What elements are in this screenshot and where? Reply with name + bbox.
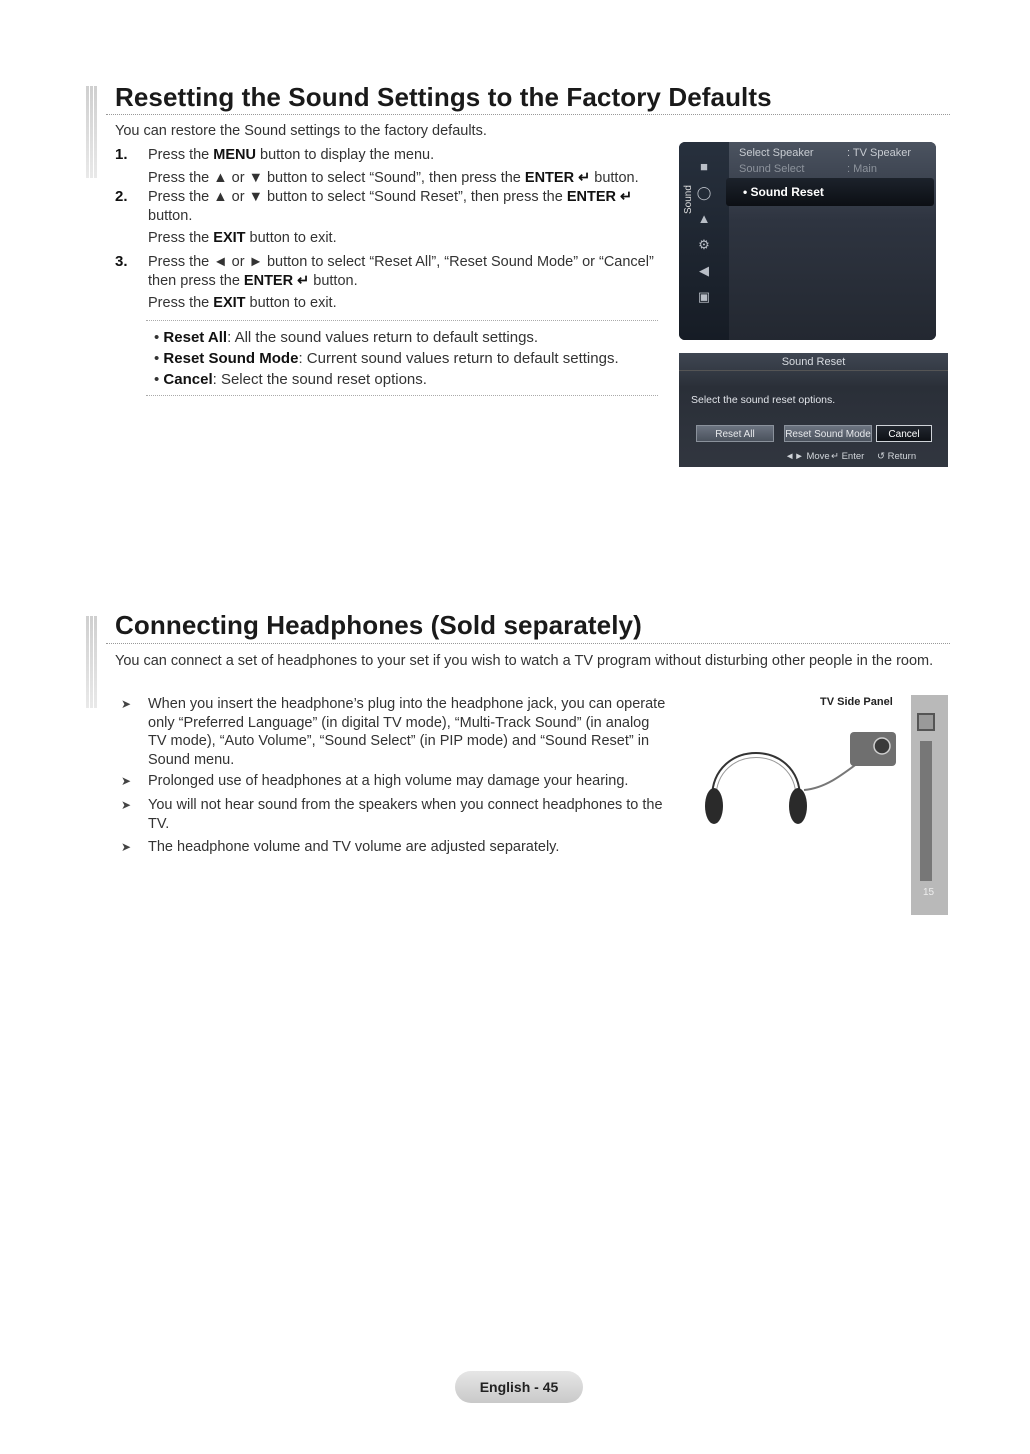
cancel-button[interactable]: Cancel — [876, 425, 932, 442]
sound-reset-intro: You can restore the Sound settings to the factory defaults. — [115, 123, 487, 139]
headphones-intro: You can connect a set of headphones to your set if you wish to watch a TV program without disturbing other people in the room. — [115, 653, 934, 669]
note-cancel: • Cancel: Select the sound reset options. — [154, 371, 427, 388]
step-number: 3. — [115, 253, 128, 270]
osd-row-select-speaker: Select Speaker : TV Speaker — [739, 147, 911, 159]
note-arrow-icon: ➤ — [121, 798, 132, 812]
step-1 — [115, 146, 675, 191]
step-3 — [115, 253, 660, 317]
osd-selected-sound-reset[interactable]: • Sound Reset — [743, 185, 824, 199]
headphone-note: ➤ Prolonged use of headphones at a high volume may damage your hearing. — [121, 773, 629, 789]
side-panel-slot — [920, 741, 932, 881]
section-title-sound-reset: Resetting the Sound Settings to the Factory Defaults — [115, 82, 772, 112]
side-panel-number: 15 — [923, 887, 935, 898]
move-hint: ◄► Move — [785, 451, 830, 462]
reset-options-note — [146, 320, 658, 396]
section-title-headphones: Connecting Headphones (Sold separately) — [115, 610, 642, 640]
application-icon: ▣ — [697, 289, 711, 304]
title-underline — [106, 643, 950, 644]
input-icon: ◀ — [699, 263, 709, 278]
note-reset-all: • Reset All: All the sound values return to default settings. — [154, 329, 539, 346]
headphone-jack-icon[interactable] — [917, 713, 935, 731]
step-line: Press the MENU button to display the menu. — [148, 147, 435, 163]
step-number: 2. — [115, 188, 128, 205]
step-2 — [115, 188, 660, 252]
step-line: Press the EXIT button to exit. — [148, 230, 337, 246]
osd-vertical-label: Sound — [683, 185, 694, 214]
channel-icon: ▲ — [697, 211, 711, 226]
step-line: Press the ◄ or ► button to select “Reset All”, “Reset Sound Mode” or “Cancel” then press the ENTER ↵ button. — [148, 254, 654, 289]
step-line: Press the EXIT button to exit. — [148, 295, 337, 311]
note-arrow-icon: ➤ — [121, 697, 132, 711]
note-arrow-icon: ➤ — [121, 840, 132, 854]
headphone-note: ➤ The headphone volume and TV volume are adjusted separately. — [121, 839, 560, 855]
note-arrow-icon: ➤ — [121, 774, 132, 788]
tv-side-panel-label: TV Side Panel — [820, 696, 893, 708]
picture-icon: ■ — [700, 159, 708, 174]
sound-reset-dialog — [679, 353, 948, 467]
step-number: 1. — [115, 146, 128, 163]
headphone-note: ➤ You will not hear sound from the speakers when you connect headphones to the TV. — [121, 797, 663, 832]
headphones-illustration — [700, 718, 910, 830]
osd-row-sound-select: Sound Select : Main — [739, 163, 877, 175]
reset-sound-mode-button[interactable]: Reset Sound Mode — [784, 425, 872, 442]
section-accent-bar — [86, 86, 98, 178]
setup-icon: ⚙ — [698, 237, 710, 252]
title-underline — [106, 114, 950, 115]
step-line: Press the ▲ or ▼ button to select “Sound Reset”, then press the ENTER ↵ button. — [148, 189, 633, 224]
dialog-message: Select the sound reset options. — [691, 394, 836, 406]
note-reset-sound-mode: • Reset Sound Mode: Current sound values return to default settings. — [154, 350, 619, 367]
headphone-note: ➤ When you insert the headphone’s plug into the headphone jack, you can operate only “Preferred Language” (in digital TV mode), “Multi-Track Sound” (in analog TV mode), “Auto Volume”, “Sound Select” (in PIP mode) and “Sound Reset” in Sound menu. — [121, 696, 666, 768]
reset-all-button[interactable]: Reset All — [696, 425, 774, 442]
page-footer: English - 45 — [455, 1371, 583, 1403]
step-line: Press the ▲ or ▼ button to select “Sound”, then press the ENTER ↵ button. — [148, 169, 639, 186]
sound-icon: ◯ — [696, 185, 712, 200]
tv-side-panel — [911, 695, 948, 915]
sound-menu-osd — [679, 142, 936, 340]
dialog-title: Sound Reset — [781, 356, 846, 368]
return-hint: ↺ Return — [877, 451, 917, 462]
section-accent-bar — [86, 616, 98, 708]
enter-hint: ↵ Enter — [831, 451, 865, 462]
